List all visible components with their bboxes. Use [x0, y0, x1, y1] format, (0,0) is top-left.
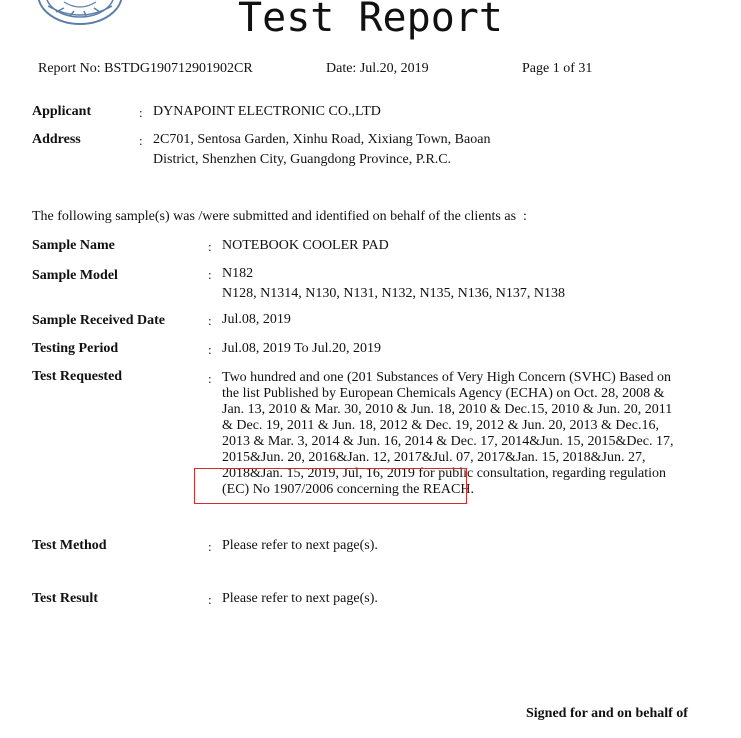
report-number: Report No: BSTDG190712901902CR: [38, 61, 253, 76]
intro-text: The following sample(s) was /were submitted and identified on behalf of the clients as :: [32, 209, 527, 224]
applicant-colon: :: [139, 105, 143, 120]
test-method-label: Test Method: [32, 538, 107, 553]
test-requested-line-7: 2018&Jan. 15, 2019, Jul, 16, 2019 for public consultation, regarding regulation: [222, 466, 667, 481]
sample-model-colon: :: [208, 267, 212, 282]
test-requested-line-1: Two hundred and one (201 Substances of Very High Concern (SVHC) Based on: [222, 370, 672, 385]
address-line-1: 2C701, Sentosa Garden, Xinhu Road, Xixiang Town, Baoan: [153, 132, 491, 147]
highlight-annotation-box: [194, 468, 467, 504]
sample-received-date-colon: :: [208, 313, 212, 328]
report-date: Date: Jul.20, 2019: [326, 61, 429, 76]
sample-model-line-2: N128, N1314, N130, N131, N132, N135, N136, N137, N138: [222, 286, 565, 301]
sample-name-label: Sample Name: [32, 238, 115, 253]
test-requested-line-6: 2015&Jun. 20, 2016&Jan. 12, 2017&Jul. 07, 2017&Jan. 15, 2018&Jun. 27,: [222, 450, 646, 465]
report-title: Test Report: [238, 0, 503, 41]
test-result-label: Test Result: [32, 591, 98, 606]
sample-received-date-label: Sample Received Date: [32, 313, 165, 328]
test-result-colon: :: [208, 592, 212, 607]
test-requested-line-8: (EC) No 1907/2006 concerning the REACH.: [222, 482, 474, 497]
test-method-colon: :: [208, 539, 212, 554]
sample-model-label: Sample Model: [32, 268, 118, 283]
test-method-value: Please refer to next page(s).: [222, 538, 378, 553]
testing-period-label: Testing Period: [32, 341, 119, 356]
sample-name-colon: :: [208, 239, 212, 254]
address-colon: :: [139, 133, 143, 148]
sample-received-date-value: Jul.08, 2019: [222, 312, 291, 327]
testing-period-value: Jul.08, 2019 To Jul.20, 2019: [222, 341, 381, 356]
sample-model-line-1: N182: [222, 266, 254, 281]
applicant-label: Applicant: [32, 104, 92, 119]
address-label: Address: [32, 132, 81, 147]
test-requested-colon: :: [208, 371, 212, 386]
sample-name-value: NOTEBOOK COOLER PAD: [222, 238, 389, 253]
test-requested-label: Test Requested: [32, 369, 123, 384]
test-requested-line-5: 2013 & Mar. 3, 2014 & Jun. 16, 2014 & Dec. 17, 2014&Jun. 15, 2015&Dec. 17,: [222, 434, 674, 449]
address-line-2: District, Shenzhen City, Guangdong Province, P.R.C.: [153, 152, 452, 167]
page-number: Page 1 of 31: [522, 61, 593, 76]
test-requested-line-2: the list Published by European Chemicals Agency (ECHA) on Oct. 28, 2008 &: [222, 386, 665, 401]
test-result-value: Please refer to next page(s).: [222, 591, 378, 606]
testing-period-colon: :: [208, 342, 212, 357]
test-requested-line-4: & Dec. 19, 2011 & Jun. 18, 2012 & Dec. 19, 2012 & Jun. 20, 2013 & Dec.16,: [222, 418, 659, 433]
applicant-value: DYNAPOINT ELECTRONIC CO.,LTD: [153, 104, 381, 119]
signed-on-behalf-text: Signed for and on behalf of: [526, 706, 688, 721]
test-requested-line-3: Jan. 13, 2010 & Mar. 30, 2010 & Jun. 18, 2010 & Dec.15, 2010 & Jun. 20, 2011: [222, 402, 673, 417]
